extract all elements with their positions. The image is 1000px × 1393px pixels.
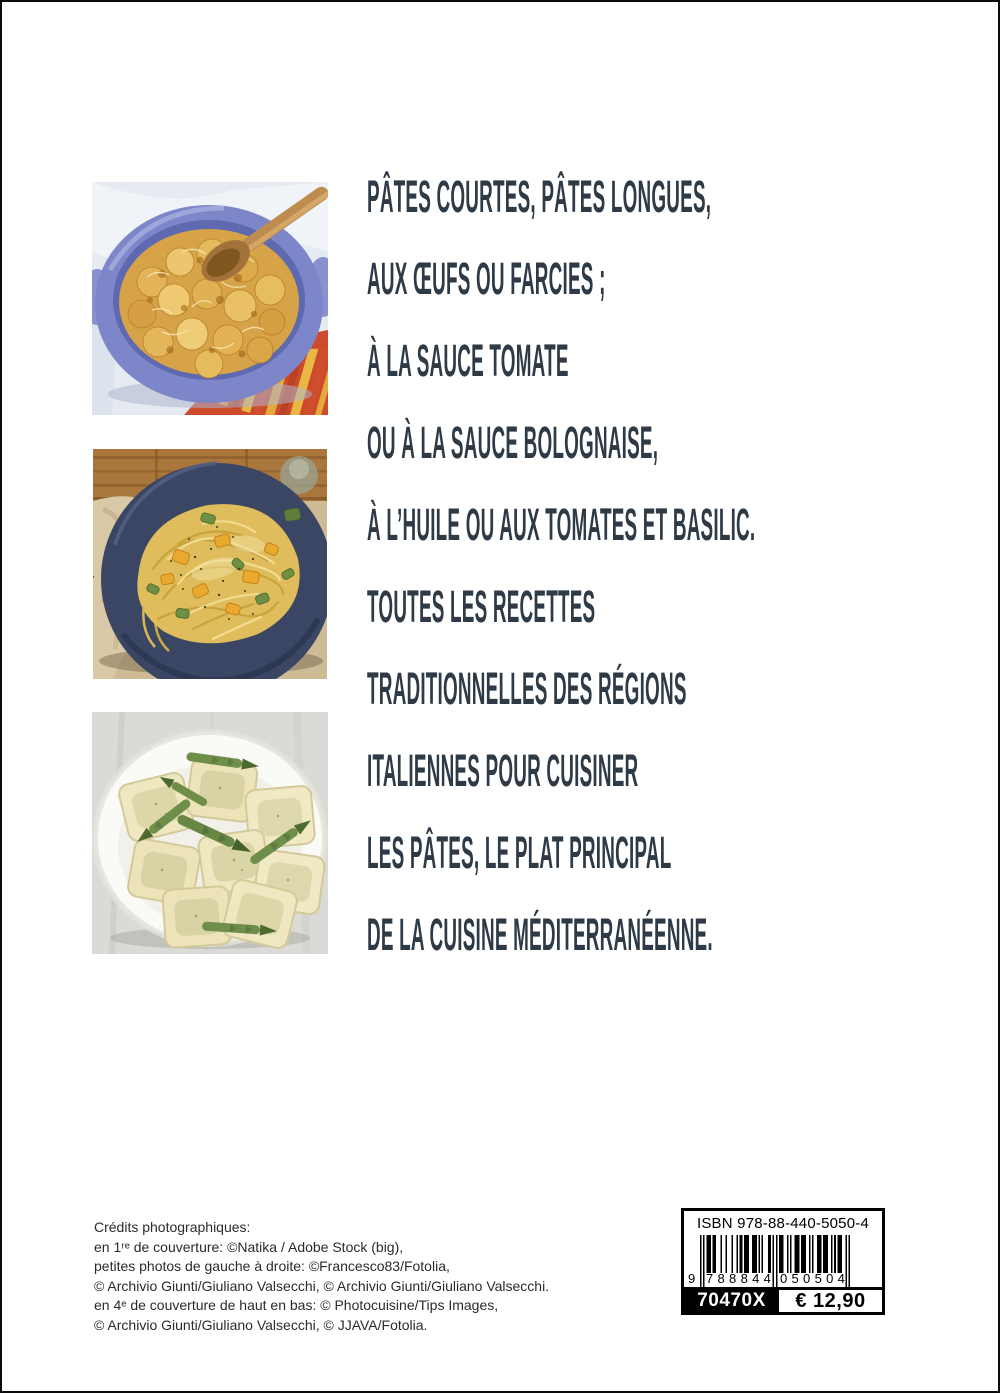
barcode-lead-digit: 9 <box>688 1271 696 1286</box>
ravioli-illustration <box>92 712 328 954</box>
tagline-line: TRADITIONNELLES DES RÉGIONS <box>367 663 687 714</box>
credits-line: © Archivio Giunti/Giuliano Valsecchi, © Archivio Giunti/Giuliano Valsecchi. <box>94 1277 550 1294</box>
tagline-line: PÂTES COURTES, PÂTES LONGUES, <box>367 171 712 222</box>
photo-baked-pasta-gratin <box>92 182 328 415</box>
tagline-line: À LA SAUCE TOMATE <box>367 335 569 386</box>
tagline-line: OU À LA SAUCE BOLOGNAISE, <box>367 417 659 468</box>
tagline-line: LES PÂTES, LE PLAT PRINCIPAL <box>367 827 672 878</box>
tagline-line: DE LA CUISINE MÉDITERRANÉENNE. <box>367 909 713 960</box>
credits-line: © Archivio Giunti/Giuliano Valsecchi, © JJAVA/Fotolia. <box>94 1316 428 1333</box>
photo-spaghetti-peppers <box>93 449 327 679</box>
isbn-number: ISBN 978-88-440-5050-4 <box>696 1215 869 1232</box>
credits-line: en 4ᵉ de couverture de haut en bas: © Photocuisine/Tips Images, <box>94 1297 499 1313</box>
credits-line: en 1ʳᵉ de couverture: ©Natika / Adobe Stock (big), <box>94 1238 404 1255</box>
barcode-digits-right: 050504 <box>780 1271 850 1286</box>
tagline-line: ITALIENNES POUR CUISINER <box>367 745 639 796</box>
photo-credits <box>94 1218 549 1335</box>
barcode-digits-left: 788844 <box>706 1271 776 1286</box>
back-cover-tagline <box>367 171 1000 994</box>
credits-line: petites photos de gauche à droite: ©Francesco83/Fotolia, <box>94 1258 450 1274</box>
isbn-price-label <box>681 1208 885 1315</box>
credits-line: Crédits photographiques: <box>94 1219 251 1235</box>
tagline-line: TOUTES LES RECETTES <box>367 581 596 632</box>
spaghetti-illustration <box>93 449 327 679</box>
ean-barcode <box>684 1234 882 1287</box>
baked-pasta-illustration <box>92 182 328 415</box>
photo-ravioli-asparagus <box>92 712 328 954</box>
price: € 12,90 <box>779 1290 882 1312</box>
tagline-line: AUX ŒUFS OU FARCIES ; <box>367 253 606 304</box>
publisher-code: 70470X <box>684 1290 779 1312</box>
label-bottom-strip <box>684 1287 882 1312</box>
tagline-line: À L’HUILE OU AUX TOMATES ET BASILIC. <box>367 499 756 550</box>
